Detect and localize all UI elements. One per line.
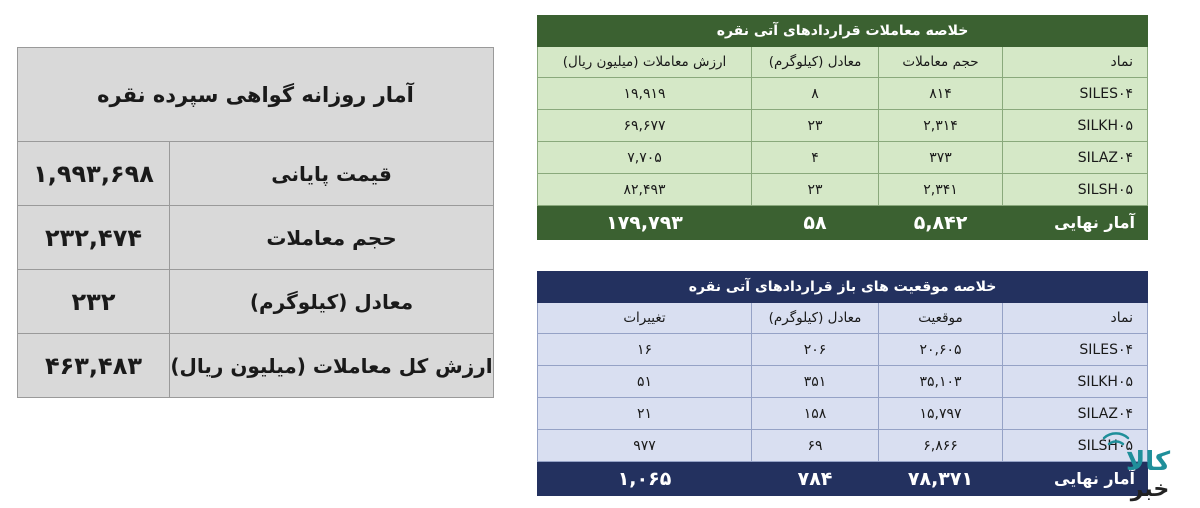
table-title: خلاصه موقعیت های باز قراردادهای آتی نقره (538, 272, 1148, 303)
table-row (18, 334, 494, 398)
open-positions-table (537, 271, 1148, 496)
silver-certificate-table (17, 47, 494, 398)
symbol-cell: SILSH۰۵ (1003, 174, 1148, 206)
logo-text-top: کالا (1125, 447, 1171, 477)
footer-cell: ۷۸۴ (752, 462, 879, 496)
table-cell: ۴ (752, 142, 879, 174)
closing-price-label: قیمت پایانی (170, 142, 494, 206)
column-header: نماد (1003, 303, 1148, 334)
symbol-cell: SILAZ۰۴ (1003, 142, 1148, 174)
table-row (538, 398, 1148, 430)
symbol-cell: SILAZ۰۴ (1003, 398, 1148, 430)
kg-equivalent-label: معادل (کیلوگرم) (170, 270, 494, 334)
table-header-row (538, 47, 1148, 78)
table-cell: ۲۰,۶۰۵ (879, 334, 1003, 366)
table-cell: ۱۶ (538, 334, 752, 366)
logo-text-bottom: خبر (1130, 477, 1170, 502)
table-cell: ۷,۷۰۵ (538, 142, 752, 174)
table-title: خلاصه معاملات قراردادهای آتی نقره (538, 16, 1148, 47)
table-cell: ۲۱ (538, 398, 752, 430)
table-cell: ۲۳ (752, 174, 879, 206)
table-cell: ۲۳ (752, 110, 879, 142)
table-cell: ۲۰۶ (752, 334, 879, 366)
column-header: موقعیت (879, 303, 1003, 334)
table-cell: ۶۹,۶۷۷ (538, 110, 752, 142)
total-value-value: ۴۶۳,۴۸۳ (18, 334, 170, 398)
table-row (538, 78, 1148, 110)
table-cell: ۳۵,۱۰۳ (879, 366, 1003, 398)
footer-label: آمار نهایی (1003, 462, 1148, 496)
footer-cell: ۵۸ (752, 206, 879, 240)
table-cell: ۲,۳۴۱ (879, 174, 1003, 206)
table-cell: ۵۱ (538, 366, 752, 398)
total-value-label: ارزش کل معاملات (میلیون ریال) (170, 334, 494, 398)
column-header: نماد (1003, 47, 1148, 78)
closing-price-value: ۱,۹۹۳,۶۹۸ (18, 142, 170, 206)
column-header: تغییرات (538, 303, 752, 334)
table-footer-row (538, 462, 1148, 496)
symbol-cell: SILES۰۴ (1003, 334, 1148, 366)
footer-label: آمار نهایی (1003, 206, 1148, 240)
footer-cell: ۵,۸۴۲ (879, 206, 1003, 240)
table-cell: ۹۷۷ (538, 430, 752, 462)
table-row (18, 270, 494, 334)
table-header-row (538, 303, 1148, 334)
table-cell: ۸۱۴ (879, 78, 1003, 110)
futures-trades-table (537, 15, 1148, 240)
table-title: آمار روزانه گواهی سپرده نقره (18, 48, 494, 142)
signal-icon (1104, 433, 1128, 444)
table-cell: ۶,۸۶۶ (879, 430, 1003, 462)
column-header: ارزش معاملات (میلیون ریال) (538, 47, 752, 78)
table-cell: ۱۹,۹۱۹ (538, 78, 752, 110)
symbol-cell: SILSH۰۵ (1003, 430, 1148, 462)
column-header: معادل (کیلوگرم) (752, 303, 879, 334)
kg-equivalent-value: ۲۳۲ (18, 270, 170, 334)
footer-cell: ۱,۰۶۵ (538, 462, 752, 496)
trade-volume-label: حجم معاملات (170, 206, 494, 270)
table-cell: ۱۵۸ (752, 398, 879, 430)
table-row (538, 366, 1148, 398)
table-row (538, 334, 1148, 366)
table-cell: ۶۹ (752, 430, 879, 462)
table-cell: ۸۲,۴۹۳ (538, 174, 752, 206)
table-cell: ۸ (752, 78, 879, 110)
footer-cell: ۱۷۹,۷۹۳ (538, 206, 752, 240)
table-cell: ۳۷۳ (879, 142, 1003, 174)
table-cell: ۳۵۱ (752, 366, 879, 398)
table-row (538, 110, 1148, 142)
table-row (538, 142, 1148, 174)
table-row (538, 174, 1148, 206)
kalakhabar-logo (1098, 424, 1190, 502)
symbol-cell: SILKH۰۵ (1003, 366, 1148, 398)
footer-cell: ۷۸,۳۷۱ (879, 462, 1003, 496)
symbol-cell: SILKH۰۵ (1003, 110, 1148, 142)
table-row (18, 142, 494, 206)
table-footer-row (538, 206, 1148, 240)
table-cell: ۱۵,۷۹۷ (879, 398, 1003, 430)
table-row (18, 206, 494, 270)
column-header: معادل (کیلوگرم) (752, 47, 879, 78)
table-cell: ۲,۳۱۴ (879, 110, 1003, 142)
trade-volume-value: ۲۳۲,۴۷۴ (18, 206, 170, 270)
column-header: حجم معاملات (879, 47, 1003, 78)
table-row (538, 430, 1148, 462)
symbol-cell: SILES۰۴ (1003, 78, 1148, 110)
